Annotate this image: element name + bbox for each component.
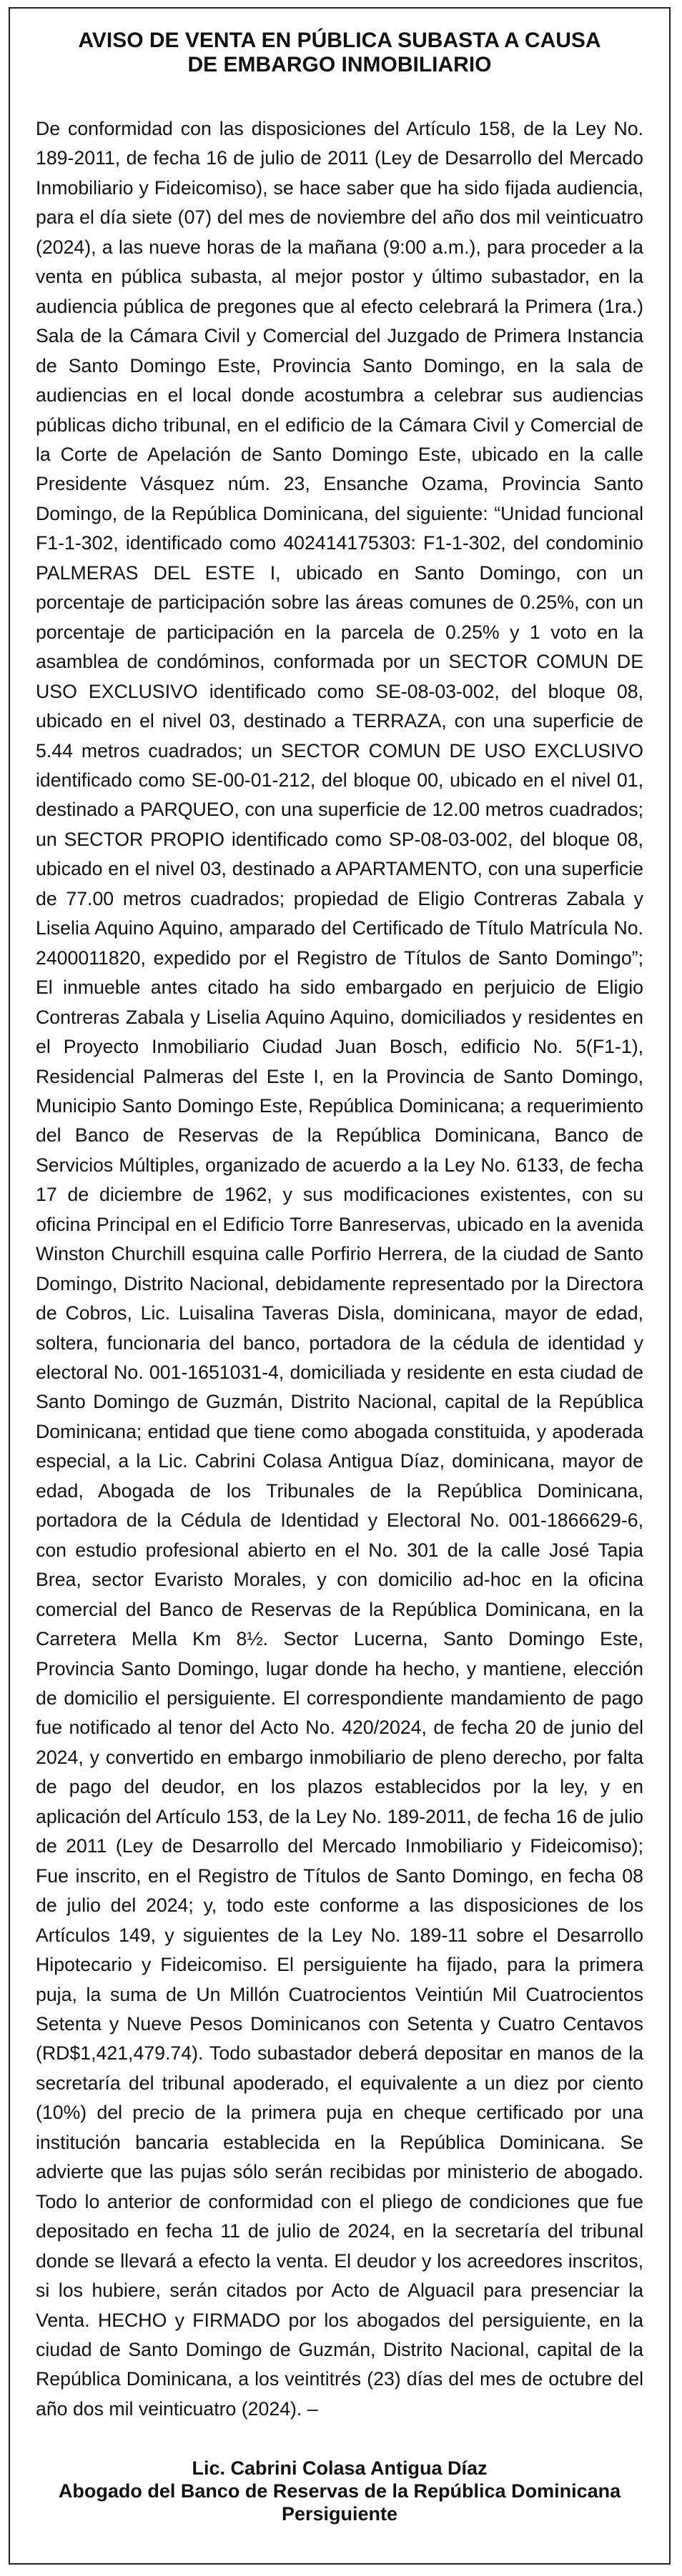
notice-body: De conformidad con las disposiciones del Artículo 158, de la Ley No. 189-2011, de fecha 16 de julio de 2011 (Ley de Desarrollo del Mercado Inmobiliario y Fideicomiso), se hace saber que ha sido fijada audiencia, para el día siete (07) del mes de noviembre del año dos mil veinticuatro (2024), a las nueve horas de la mañana (9:00 a.m.), para proceder a la venta en pública subasta, al mejor postor y último subastador, en la audiencia pública de pregones que al efecto celebrará la Primera (1ra.) Sala de la Cámara Civil y Comercial del Juzgado de Primera Instancia de Santo Domingo Este, Provincia Santo Domingo, en la sala de audiencias en el local donde acostumbra a celebrar sus audiencias públicas dicho tribunal, en el edificio de la Cámara Civil y Comercial de la Corte de Apelación de Santo Domingo Este, ubicado en la calle Presidente Vásquez núm. 23, Ensanche Ozama, Provincia Santo Domingo, de la República Dominicana, del siguiente: “Unidad funcional F1-1-302, identificado como 402414175303: F1-1-302, del condominio PALMERAS DEL ESTE I, ubicado en Santo Domingo, con un porcentaje de participación sobre las áreas comunes de 0.25%, con un porcentaje de participación en la parcela de 0.25% y 1 voto en la asamblea de condóminos, conformada por un SECTOR COMUN DE USO EXCLUSIVO identificado como SE-08-03-002, del bloque 08, ubicado en el nivel 03, destinado a TERRAZA, con una superficie de 5.44 metros cuadrados; un SECTOR COMUN DE USO EXCLUSIVO identificado como SE-00-01-212, del bloque 00, ubicado en el nivel 01, destinado a PARQUEO, con una superficie de 12.00 metros cuadrados; un SECTOR PROPIO identificado como SP-08-03-002, del bloque 08, ubicado en el nivel 03, destinado a APARTAMENTO, con una superficie de 77.00 metros cuadrados; propiedad de Eligio Contreras Zabala y Liselia Aquino Aquino, amparado del Certificado de Título Matrícula No. 2400011820, expedido por el Registro de Títulos de Santo Domingo”; El inmueble antes citado ha sido embargado en perjuicio de Eligio Contreras Zabala y Liselia Aquino Aquino, domiciliados y residentes en el Proyecto Inmobiliario Ciudad Juan Bosch, edificio No. 5(F1-1), Residencial Palmeras del Este I, en la Provincia de Santo Domingo, Municipio Santo Domingo Este, República Dominicana; a requerimiento del Banco de Reservas de la República Dominicana, Banco de Servicios Múltiples, organizado de acuerdo a la Ley No. 6133, de fecha 17 de diciembre de 1962, y sus modificaciones existentes, con su oficina Principal en el Edificio Torre Banreservas, ubicado en la avenida Winston Churchill esquina calle Porfirio Herrera, de la ciudad de Santo Domingo, Distrito Nacional, debidamente representado por la Directora de Cobros, Lic. Luisalina Taveras Disla, dominicana, mayor de edad, soltera, funcionaria del banco, portadora de la cédula de identidad y electoral No. 001-1651031-4, domiciliada y residente en esta ciudad de Santo Domingo de Guzmán, Distrito Nacional, capital de la República Dominicana; entidad que tiene como abogada constituida, y apoderada especial, a la Lic. Cabrini Colasa Antigua Díaz, dominicana, mayor de edad, Abogada de los Tribunales de la República Dominicana, portadora de la Cédula de Identidad y Electoral No. 001-1866629-6, con estudio profesional abierto en el No. 301 de la calle José Tapia Brea, sector Evaristo Morales, y con domicilio ad-hoc en la oficina comercial del Banco de Reservas de la República Dominicana, en la Carretera Mella Km 8½. Sector Lucerna, Santo Domingo Este, Provincia Santo Domingo, lugar donde ha hecho, y mantiene, elección de domicilio el persiguiente. El correspondiente mandamiento de pago fue notificado al tenor del Acto No. 420/2024, de fecha 20 de junio del 2024, y convertido en embargo inmobiliario de pleno derecho, por falta de pago del deudor, en los plazos establecidos por la ley, y en aplicación del Artículo 153, de la Ley No. 189-2011, de fecha 16 de julio de 2011 (Ley de Desarrollo del Mercado Inmobiliario y Fideicomiso); Fue inscrito, en el Registro de Títulos de Santo Domingo, en fecha 08 de julio del 2024; y, todo este conforme a las disposiciones de los Artículos 149, y siguientes de la Ley No. 189-11 sobre el Desarrollo Hipotecario y Fideicomiso. El persiguiente ha fijado, para la primera puja, la suma de Un Millón Cuatrocientos Veintiún Mil Cuatrocientos Setenta y Nueve Pesos Dominicanos con Setenta y Cuatro Centavos (RD$1,421,479.74). Todo subastador deberá depositar en manos de la secretaría del tribunal apoderado, el equivalente a un diez por ciento (10%) del precio de la primera puja en cheque certificado por una institución bancaria establecida en la República Dominicana. Se advierte que las pujas sólo serán recibidas por ministerio de abogado. Todo lo anterior de conformidad con el pliego de condiciones que fue depositado en fecha 11 de julio de 2024, en la secretaría del tribunal donde se llevará a efecto la venta. El deudor y los acreedores inscritos, si los hubiere, serán citados por Acto de Alguacil para presenciar la Venta. HECHO y FIRMADO por los abogados del persiguiente, en la ciudad de Santo Domingo de Guzmán, Distrito Nacional, capital de la República Dominicana, a los veintitrés (23) días del mes de octubre del año dos mil veinticuatro (2024). – <box>36 118 643 2420</box>
signature-party: Persiguiente <box>281 2503 398 2525</box>
signature-block <box>36 2457 643 2525</box>
signature-role: Abogado del Banco de Reservas de la República Dominicana <box>58 2480 621 2502</box>
signature-name: Lic. Cabrini Colasa Antigua Díaz <box>192 2457 488 2480</box>
notice-title: AVISO DE VENTA EN PÚBLICA SUBASTA A CAUSA DE EMBARGO INMOBILIARIO <box>78 29 601 76</box>
notice-content <box>10 9 669 2563</box>
notice-frame <box>9 7 671 2565</box>
